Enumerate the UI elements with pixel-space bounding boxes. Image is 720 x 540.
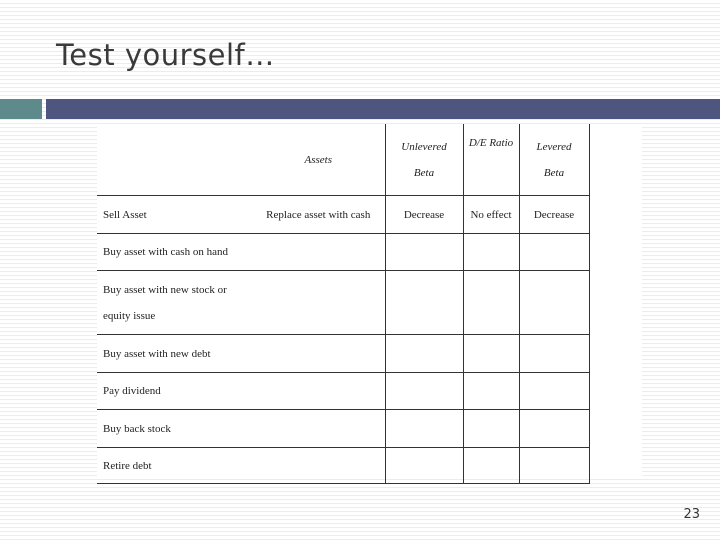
row-action: [97, 271, 385, 335]
row-levered-beta: [519, 373, 589, 410]
row-action-line2: equity issue: [103, 309, 156, 322]
accent-bar-purple: [46, 99, 720, 119]
header-levered-beta: [519, 124, 589, 196]
accent-bar-teal: [0, 99, 42, 119]
row-levered-beta: [519, 234, 589, 271]
row-action-line1: Buy asset with new stock or: [103, 283, 227, 296]
table-row: [97, 196, 589, 234]
row-unlevered-beta: [385, 335, 463, 373]
row-action: Sell Asset: [97, 196, 252, 234]
row-action: Buy asset with cash on hand: [97, 234, 385, 271]
row-levered-beta: [519, 335, 589, 373]
row-levered-beta: Decrease: [519, 196, 589, 234]
table-row: [97, 335, 589, 373]
row-de-ratio: [463, 234, 519, 271]
table-panel: [97, 124, 642, 479]
row-de-ratio: No effect: [463, 196, 519, 234]
table-row: [97, 448, 589, 484]
row-action: Pay dividend: [97, 373, 385, 410]
row-levered-beta: [519, 448, 589, 484]
table-row: [97, 234, 589, 271]
row-unlevered-beta: [385, 271, 463, 335]
header-blank: [97, 124, 252, 196]
row-de-ratio: [463, 410, 519, 448]
row-unlevered-beta: [385, 234, 463, 271]
effects-table: [97, 124, 590, 484]
row-asset: Replace asset with cash: [252, 196, 385, 234]
row-de-ratio: [463, 271, 519, 335]
header-levered-line2: Beta: [543, 166, 565, 179]
table-row: [97, 410, 589, 448]
row-levered-beta: [519, 271, 589, 335]
header-unlevered-line1: Unlevered: [401, 140, 447, 153]
row-unlevered-beta: [385, 448, 463, 484]
row-action: Retire debt: [97, 448, 385, 484]
table-row: [97, 271, 589, 335]
row-de-ratio: [463, 448, 519, 484]
row-unlevered-beta: Decrease: [385, 196, 463, 234]
slide-title: Test yourself…: [56, 38, 275, 72]
row-action: Buy back stock: [97, 410, 385, 448]
header-assets: Assets: [304, 153, 332, 166]
page-number: 23: [683, 507, 700, 522]
header-unlevered-line2: Beta: [413, 166, 435, 179]
row-action: Buy asset with new debt: [97, 335, 385, 373]
header-unlevered-beta: [385, 124, 463, 196]
header-de-ratio: D/E Ratio: [463, 124, 519, 196]
table-header-row: [97, 124, 589, 196]
header-levered-line1: Levered: [536, 140, 572, 153]
row-unlevered-beta: [385, 373, 463, 410]
row-de-ratio: [463, 335, 519, 373]
row-levered-beta: [519, 410, 589, 448]
row-de-ratio: [463, 373, 519, 410]
row-unlevered-beta: [385, 410, 463, 448]
table-row: [97, 373, 589, 410]
